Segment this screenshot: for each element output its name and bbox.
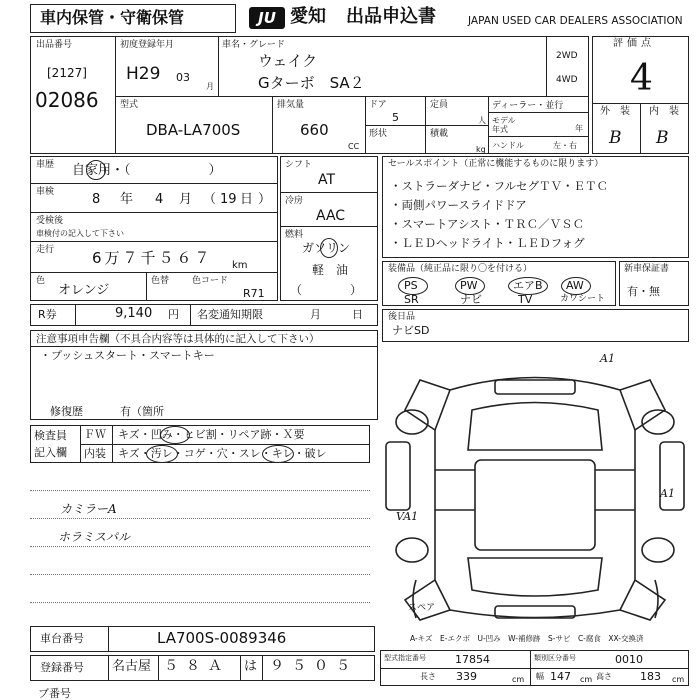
- inspection-year-unit: 年: [120, 192, 134, 207]
- lot-label: 出品番号: [36, 40, 73, 50]
- ju-logo: [249, 7, 285, 29]
- selling-point-4: ・ＬＥＤヘッドライト・ＬＥＤフォグ: [390, 236, 585, 250]
- inspector-row1-text: キズ・凹み・ヒビ割・リペア跡・Ｘ要: [118, 428, 305, 441]
- capacity-label: 定員: [430, 100, 449, 110]
- inspection-day-close: ）: [258, 192, 272, 207]
- history-value: 自家用・（ ）: [72, 163, 222, 178]
- inspector-dent-circle: [160, 426, 190, 444]
- association-name: JAPAN USED CAR DEALERS ASSOCIATION: [468, 15, 683, 27]
- handwritten-scratch-note: ホラミスパル: [58, 530, 131, 544]
- registration-month-unit: 月: [206, 82, 214, 91]
- displacement-unit: CC: [348, 142, 360, 151]
- spec-type-label: 型式指定番号: [384, 654, 426, 662]
- color-value: オレンジ: [58, 283, 110, 298]
- ju-logo-text: JU: [258, 9, 276, 27]
- spec-length-unit: cm: [512, 675, 525, 684]
- equipment-pw-circle: [455, 277, 485, 295]
- equipment-sr: SR: [404, 293, 419, 306]
- model-year-label: モデル 年式: [492, 116, 516, 134]
- fuel-gasoline: ガソリン: [302, 241, 351, 255]
- received-note: 車検付の記入して下さい: [36, 229, 124, 238]
- plate-kana: は: [244, 659, 258, 674]
- plate-area: 名古屋: [112, 659, 152, 674]
- chassis-value: LA700S-0089346: [157, 629, 287, 647]
- ac-label: 冷房: [285, 196, 304, 206]
- mileage-unit: km: [232, 260, 248, 271]
- fuel-diesel: 軽 油: [312, 263, 349, 277]
- recycle-label: R券: [38, 308, 57, 321]
- selling-points-title: セールスポイント（正常に機能するものに限ります）: [388, 159, 604, 169]
- history-circle: [86, 160, 106, 180]
- handwritten-mirror-note: カミラーA: [60, 502, 117, 516]
- color-code-value: R71: [243, 287, 265, 300]
- diagram-left-mark: VA1: [396, 510, 419, 523]
- damage-legend: A-キズ E-エクボ U-凹み W-補修跡 S-サビ C-腐食 XX-交換済: [410, 634, 644, 643]
- inspection-label: 車検: [36, 187, 55, 197]
- rear-fitted-value: ナビSD: [392, 324, 430, 337]
- fuel-circle: [320, 238, 338, 258]
- inspector-label-2: 記入欄: [34, 446, 67, 459]
- capacity-unit: 人: [478, 116, 486, 125]
- received-label: 受検後: [36, 216, 64, 226]
- rating-score: 4: [630, 58, 653, 99]
- lot-sub-number: [2127]: [47, 66, 87, 80]
- name-change-day-unit: 日: [352, 308, 363, 321]
- model-label: 型式: [120, 100, 139, 110]
- registration-label: 初度登録年月: [120, 40, 175, 50]
- dealer-label: ディーラー・並行: [492, 101, 564, 111]
- car-name-label: 車名・グレード: [222, 40, 286, 50]
- warranty-title: 新車保証書: [624, 264, 670, 274]
- fuel-label: 燃料: [285, 230, 304, 240]
- name-change-label: 名変通知期限: [197, 308, 263, 321]
- car-grade: Gターボ SA２: [258, 74, 365, 92]
- equipment-navi: ナビ: [460, 293, 482, 306]
- drive-2wd: 2WD: [556, 51, 578, 61]
- doors-value: 5: [392, 111, 399, 124]
- shape-label: 形状: [369, 129, 388, 139]
- equipment-airbag: エアB: [513, 279, 543, 292]
- displacement-label: 排気量: [277, 100, 305, 110]
- inspection-day: 19: [220, 192, 237, 207]
- rating-label: 評価点: [613, 38, 655, 49]
- spec-height-unit: cm: [672, 675, 685, 684]
- shift-value: AT: [318, 172, 336, 188]
- equipment-aw: AW: [566, 279, 584, 292]
- spec-class-value: 0010: [615, 653, 643, 666]
- mileage-label: 走行: [36, 245, 55, 255]
- equipment-airbag-circle: [508, 277, 548, 295]
- spec-width-label: 幅: [536, 672, 544, 681]
- org-name: 愛知: [290, 6, 326, 27]
- diagram-a1-top: A1: [600, 352, 615, 365]
- inspection-day-open: （: [203, 192, 217, 207]
- inspection-month-unit: 月: [179, 192, 193, 207]
- repair-label: 修復歴: [50, 405, 83, 418]
- selling-point-3: ・スマートアシスト・ＴＲＣ／ＶＳＣ: [390, 217, 585, 231]
- rear-fitted-label: 後日品: [388, 312, 416, 322]
- color-code-label: 色コード: [192, 276, 229, 286]
- storage-stamp-text: 車内保管・守衛保管: [40, 8, 185, 27]
- handle-label: ハンドル: [492, 141, 524, 150]
- equipment-leather: カワシート: [560, 294, 606, 304]
- notes-line-1: ・プッシュスタート・スマートキー: [40, 349, 215, 362]
- spec-height-value: 183: [640, 670, 661, 683]
- spec-width-value: 147: [550, 670, 571, 683]
- equipment-tv: TV: [518, 293, 533, 306]
- recycle-unit: 円: [168, 308, 179, 321]
- selling-point-2: ・両側パワースライドドア: [390, 198, 527, 212]
- drive-4wd: 4WD: [556, 75, 578, 85]
- fuel-other: （ ）: [290, 283, 363, 297]
- diagram-right-mark: A1: [660, 487, 675, 500]
- rating-interior-label: 内 装: [649, 106, 679, 117]
- load-unit: kg: [476, 145, 486, 154]
- repair-value: 有（箇所: [120, 405, 164, 418]
- model-value: DBA-LA700S: [146, 121, 241, 139]
- registration-month: 03: [176, 71, 190, 84]
- registration-year: H29: [126, 64, 161, 84]
- history-label: 車歴: [36, 160, 55, 170]
- handle-value: 左・右: [553, 141, 577, 150]
- rating-exterior-grade: B: [609, 128, 622, 148]
- spare-label: スペア: [408, 603, 436, 613]
- mileage-value: 6万７千５６７: [92, 249, 213, 267]
- plate-label: 登録番号: [40, 661, 84, 674]
- inspection-day-unit: 日: [240, 192, 254, 207]
- inspection-month: 4: [155, 192, 164, 207]
- rating-interior-grade: B: [656, 128, 669, 148]
- spec-class-label: 類別区分番号: [534, 654, 576, 662]
- recycle-value: 9,140: [115, 306, 153, 321]
- form-title: 出品申込書: [346, 6, 436, 27]
- spec-type-value: 17854: [455, 653, 490, 666]
- name-change-month-unit: 月: [310, 308, 321, 321]
- footer-partial: ブ番号: [38, 687, 71, 700]
- spec-length-value: 339: [456, 670, 477, 683]
- rating-exterior-label: 外 装: [600, 106, 630, 117]
- spec-height-label: 高さ: [596, 672, 612, 681]
- equipment-aw-circle: [561, 277, 591, 295]
- load-label: 積載: [430, 129, 449, 139]
- inspector-label-1: 検査員: [34, 429, 67, 442]
- plate-class: ５８Ａ: [164, 658, 230, 674]
- inspector-row1-head: ＦＷ: [84, 428, 106, 441]
- lot-number: 02086: [35, 88, 99, 112]
- inspector-row2-text: キズ・汚レ・コゲ・穴・スレ・キレ・破レ: [118, 447, 327, 460]
- equipment-ps-circle: [398, 277, 428, 295]
- equipment-title: 装備品（純正品に限り〇を付ける）: [388, 264, 533, 274]
- car-name: ウェイク: [258, 52, 318, 70]
- selling-point-1: ・ストラーダナビ・フルセグＴＶ・ＥＴＣ: [390, 179, 609, 193]
- inspector-stain-circle: [146, 445, 178, 463]
- color-label: 色: [36, 276, 46, 286]
- car-outline-svg: [380, 350, 690, 630]
- inspection-year: 8: [92, 192, 101, 207]
- equipment-ps: PS: [404, 279, 418, 292]
- spec-width-unit: cm: [580, 675, 593, 684]
- chassis-label: 車台番号: [40, 632, 84, 645]
- displacement-value: 660: [300, 121, 329, 139]
- doors-label: ドア: [369, 100, 387, 110]
- equipment-pw: PW: [460, 279, 478, 292]
- inspector-scuff-circle: [262, 445, 294, 463]
- spec-length-label: 長さ: [420, 672, 436, 681]
- model-year-unit: 年: [575, 124, 583, 133]
- shift-label: シフト: [285, 160, 313, 170]
- repaint-label: 色替: [151, 276, 170, 286]
- car-diagram: [380, 350, 690, 630]
- inspector-row2-head: 内装: [84, 447, 106, 460]
- warranty-value: 有・無: [627, 285, 660, 298]
- notes-title: 注意事項申告欄（不具合内容等は具体的に記入して下さい）: [36, 333, 320, 345]
- plate-number: ９５０５: [270, 658, 358, 674]
- ac-value: AAC: [316, 208, 346, 224]
